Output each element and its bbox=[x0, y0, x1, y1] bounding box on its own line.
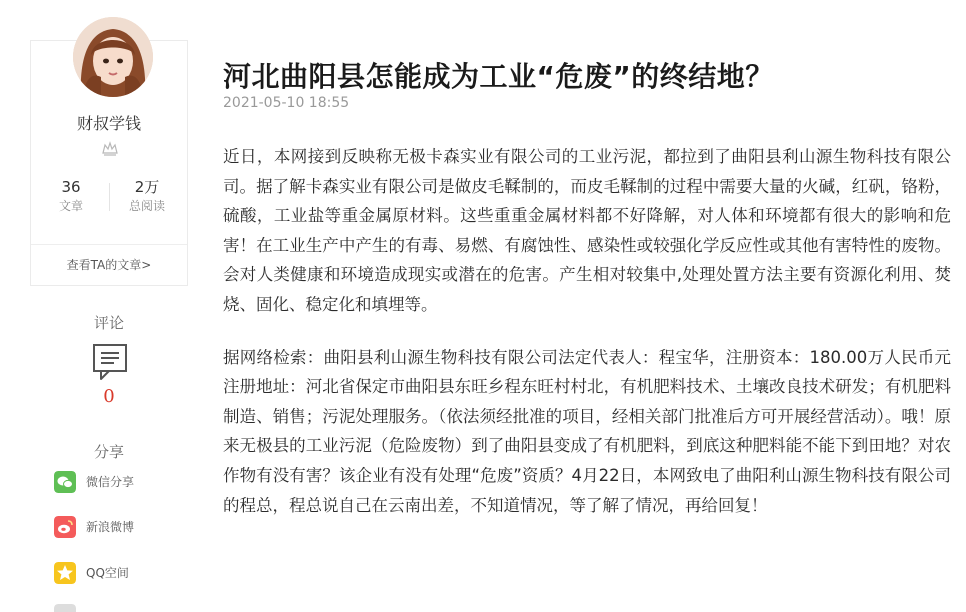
wechat-icon bbox=[54, 471, 76, 493]
article-title: 河北曲阳县怎能成为工业“危废”的终结地？ bbox=[223, 59, 774, 93]
avatar-image bbox=[73, 17, 153, 97]
author-card bbox=[30, 40, 188, 286]
stat-reads-value: 2万 bbox=[134, 178, 160, 196]
share-weibo-label: 新浪微博 bbox=[86, 520, 135, 534]
share-section-title: 分享 bbox=[93, 443, 124, 461]
comment-icon[interactable] bbox=[92, 343, 128, 381]
share-more-button[interactable] bbox=[54, 604, 184, 612]
view-articles-link[interactable]: 查看TA的文章> bbox=[31, 244, 187, 285]
avatar[interactable] bbox=[73, 17, 153, 97]
weibo-icon bbox=[54, 516, 76, 538]
stat-divider bbox=[109, 183, 110, 211]
stat-reads-label: 总阅读 bbox=[128, 199, 165, 213]
share-qzone-button[interactable] bbox=[54, 562, 184, 586]
article-body bbox=[223, 142, 951, 543]
article-paragraph: 近日，本网接到反映称无极卡森实业有限公司的工业污泥，都拉到了曲阳县利山源生物科技有限公司。据了解卡森实业有限公司是做皮毛鞣制的，而皮毛鞣制的过程中需要大量的火碱，红矾，铬粉，硫酸，工业盐等重金属原材料。这些重重金属材料都不好降解，对人体和环境都有很大的影响和危害！在工业生产中产生的有毒、易燃、有腐蚀性、感染性或较强化学反应性或其他有害特性的废物。会对人类健康和环境造成现实或潜在的危害。产生相对较集中,处理处置方法主要有资源化利用、焚烧、固化、稳定化和填埋等。 bbox=[223, 147, 951, 314]
stat-articles-label: 文章 bbox=[58, 199, 83, 213]
share-wechat-label: 微信分享 bbox=[86, 475, 135, 489]
share-weibo-button[interactable] bbox=[54, 516, 184, 540]
comment-count[interactable]: 0 bbox=[103, 386, 115, 407]
comment-section-title: 评论 bbox=[93, 314, 124, 332]
stat-reads bbox=[117, 177, 177, 215]
share-qzone-label: QQ空间 bbox=[86, 566, 129, 580]
article-paragraph: 据网络检索：曲阳县利山源生物科技有限公司法定代表人：程宝华，注册资本：180.00万人民币元注册地址：河北省保定市曲阳县东旺乡程东旺村村北，有机肥料技术、土壤改良技术研发；有机肥料制造、销售；污泥处理服务。（依法须经批准的项目，经相关部门批准后方可开展经营活动）。哦！原来无极县的工业污泥（危险废物）到了曲阳县变成了有机肥料，到底这种肥料能不能下到田地？对农作物有没有害？该企业有没有处理“危废”资质？4月22日，本网致电了曲阳利山源生物科技有限公司的程总，程总说自己在云南出差，不知道情况，等了解了情况，再给回复！ bbox=[223, 347, 951, 515]
author-name[interactable]: 财叔学钱 bbox=[76, 114, 141, 133]
crown-icon bbox=[101, 141, 119, 157]
share-wechat-button[interactable] bbox=[54, 471, 184, 495]
stat-articles bbox=[41, 177, 101, 215]
qzone-icon bbox=[54, 562, 76, 584]
stat-articles-value: 36 bbox=[61, 178, 81, 196]
more-share-icon bbox=[54, 604, 76, 612]
article-date: 2021-05-10 18:55 bbox=[223, 95, 350, 111]
